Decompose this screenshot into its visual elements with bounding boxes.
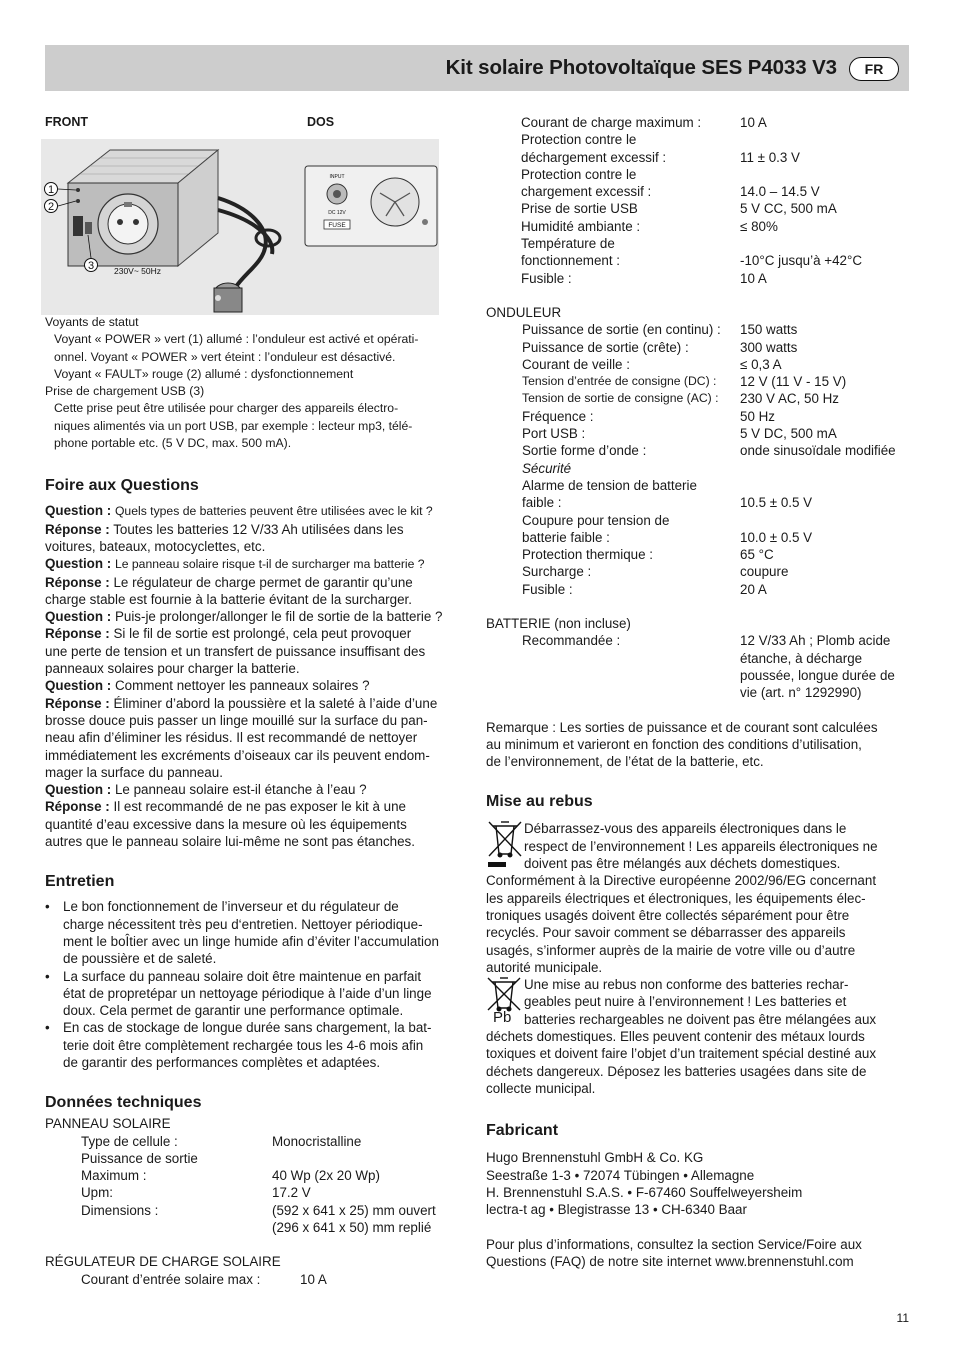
language-badge: FR xyxy=(849,57,899,81)
spec-value-line: vie (art. n° 1292990) xyxy=(740,685,862,701)
back-dc-label: DC 12V xyxy=(328,210,346,216)
question-label: Question : xyxy=(45,503,112,519)
list-item-text: doux. Cela permet de garantir une performance optimale. xyxy=(63,1003,404,1019)
page-number: 11 xyxy=(896,1311,909,1325)
regulateur-title: RÉGULATEUR DE CHARGE SOLAIRE xyxy=(45,1254,281,1270)
spec-key: Sortie forme d’onde : xyxy=(522,443,647,459)
list-item-text: de poussière et de saleté. xyxy=(63,951,217,967)
weee-rest-line: Conformément à la Directive européenne 2002/96/EG concernant xyxy=(486,873,877,889)
weee-line: Débarrassez-vous des appareils électroniques dans le xyxy=(524,821,847,837)
spec-row xyxy=(81,1167,470,1184)
answer-label: Réponse : xyxy=(45,695,110,711)
spec-value: 14.0 – 14.5 V xyxy=(740,184,820,200)
battery-line: Une mise au rebus non conforme des batteries rechar- xyxy=(524,977,849,993)
inverter-front-illustration xyxy=(40,138,440,316)
spec-row xyxy=(81,1219,470,1236)
answer-text: Éliminer d’abord la poussière et la saleté à l’aide d’une xyxy=(113,695,438,711)
spec-row xyxy=(522,356,911,373)
spec-row xyxy=(522,408,911,425)
spec-key: Type de cellule : xyxy=(81,1133,178,1149)
list-item xyxy=(45,968,470,1020)
page-title: Kit solaire Photovoltaïque SES P4033 V3 xyxy=(445,56,837,79)
spec-row xyxy=(522,563,911,580)
spec-key: Port USB : xyxy=(522,426,586,442)
donnees-heading: Données techniques xyxy=(45,1094,202,1112)
spec-value: 10 A xyxy=(300,1271,327,1287)
answer-text: Si le fil de sortie est prolongé, cela peut provoquer xyxy=(113,626,412,642)
question-text: Le panneau solaire est-il étanche à l’eau ? xyxy=(114,782,367,798)
question-label: Question : xyxy=(45,609,112,625)
spec-value: 10 A xyxy=(740,115,767,130)
spec-key: Fusible : xyxy=(521,270,572,286)
panneau-specs xyxy=(45,1133,470,1237)
spec-key: déchargement excessif : xyxy=(521,149,667,165)
spec-row xyxy=(521,166,911,183)
spec-value xyxy=(740,477,911,494)
weee-rest-line: recyclés. Pour savoir comment se débarrasser des appareils xyxy=(486,925,846,941)
list-item-text: En cas de stockage de longue durée sans chargement, la bat- xyxy=(63,1020,432,1036)
spec-value: 230 V AC, 50 Hz xyxy=(740,391,839,407)
spec-key xyxy=(81,1219,272,1236)
spec-value: (592 x 641 x 25) mm ouvert xyxy=(272,1202,436,1218)
spec-value: 17.2 V xyxy=(272,1185,311,1201)
spec-value: (296 x 641 x 50) mm replié xyxy=(272,1220,432,1236)
right-column xyxy=(486,114,911,1270)
status-lines xyxy=(45,331,470,383)
fabricant-line: Seestraße 1-3 • 72074 Tübingen • Allemagne xyxy=(486,1167,755,1183)
panneau-title: PANNEAU SOLAIRE xyxy=(45,1116,171,1132)
battery-rest-line: déchets dangereux. Déposez les batteries usagées dans site de xyxy=(486,1063,867,1079)
battery-rest-line: déchets domestiques. Elles peuvent contenir des métaux lourds xyxy=(486,1029,865,1045)
spec-row xyxy=(522,581,911,598)
battery-rest-line: collecte municipal. xyxy=(486,1081,596,1097)
rebus-heading: Mise au rebus xyxy=(486,793,593,811)
spec-row xyxy=(522,512,911,529)
spec-row xyxy=(522,546,911,563)
entretien-heading: Entretien xyxy=(45,873,115,891)
spec-value xyxy=(740,235,911,252)
onduleur-title: ONDULEUR xyxy=(486,304,562,320)
answer-text: panneaux solaires pour charger la batterie. xyxy=(45,661,300,677)
weee-line: respect de l’environnement ! Les appareils électroniques ne xyxy=(524,838,878,854)
faq-item xyxy=(45,502,470,555)
spec-value: 300 watts xyxy=(740,339,798,355)
spec-value xyxy=(740,632,911,701)
answer-text: Toutes les batteries 12 V/33 Ah utilisées dans les xyxy=(113,521,404,537)
question-label: Question : xyxy=(45,556,112,572)
spec-key: Upm: xyxy=(81,1185,113,1201)
fabricant-line: lectra-t ag • Blegistrasse 13 • CH-6340 Baar xyxy=(486,1202,747,1218)
faq-list xyxy=(45,502,470,850)
spec-key: Dimensions : xyxy=(81,1202,159,1218)
answer-label: Réponse : xyxy=(45,574,110,590)
answer-text: Il est recommandé de ne pas exposer le kit à une xyxy=(113,799,406,815)
remarque-line: de l’environnement, de l’état de la batterie, etc. xyxy=(486,754,764,770)
info-line: Pour plus d’informations, consultez la section Service/Foire aux xyxy=(486,1236,862,1252)
question-text: Puis-je prolonger/allonger le fil de sortie de la batterie ? xyxy=(114,609,443,625)
usb-line: niques alimentés via un port USB, par exemple : lecteur mp3, télé- xyxy=(54,418,413,433)
spec-row xyxy=(522,477,911,494)
spec-value: 5 V CC, 500 mA xyxy=(740,201,837,217)
spec-value-line: étanche, à décharge xyxy=(740,650,863,666)
battery-disposal-block xyxy=(486,976,911,1028)
spec-key: Courant de charge maximum : xyxy=(521,115,702,130)
spec-row xyxy=(522,373,911,390)
list-item-text: La surface du panneau solaire doit être maintenue en parfait xyxy=(63,968,422,984)
spec-value: 10 A xyxy=(740,270,767,286)
spec-row xyxy=(81,1271,470,1288)
answer-text: voitures, bateaux, motocyclettes, etc. xyxy=(45,538,266,554)
spec-key: Courant d’entrée solaire max : xyxy=(81,1271,261,1287)
question-text: Le panneau solaire risque t-il de surcharger ma batterie ? xyxy=(114,557,425,572)
spec-value xyxy=(740,131,911,148)
list-item xyxy=(45,1019,470,1071)
spec-value: -10°C jusqu’à +42°C xyxy=(740,253,862,269)
bullet-mark: • xyxy=(45,968,50,984)
answer-label: Réponse : xyxy=(45,799,110,815)
front-voltage-label: 230V~ 50Hz xyxy=(114,266,162,276)
fabricant-line: H. Brennenstuhl S.A.S. • F-67460 Souffelweyersheim xyxy=(486,1184,803,1200)
battery-bin-icon xyxy=(486,976,524,1028)
spec-value: 65 °C xyxy=(740,547,774,563)
spec-value: 10.5 ± 0.5 V xyxy=(740,495,813,511)
weee-line: doivent pas être mélangés aux déchets domestiques. xyxy=(524,855,841,871)
spec-row xyxy=(521,252,911,269)
spec-key: Puissance de sortie (crête) : xyxy=(522,339,689,355)
securite-label: Sécurité xyxy=(522,460,572,476)
spec-key: chargement excessif : xyxy=(521,184,652,200)
spec-row xyxy=(522,390,911,407)
answer-text: mager la surface du panneau. xyxy=(45,764,223,780)
list-item-text: ment le boÎtier avec un linge humide afin d’éviter l’accumulation xyxy=(63,933,439,949)
spec-value: 20 A xyxy=(740,581,767,597)
spec-key: Alarme de tension de batterie xyxy=(522,477,697,493)
spec-key: Fréquence : xyxy=(522,408,594,424)
faq-item xyxy=(45,781,470,850)
weee-rest-line: troniques usagés doivent être collectés séparément pour être xyxy=(486,907,850,923)
status-line: Voyant « POWER » vert (1) allumé : l’onduleur est activé et opérati- xyxy=(54,332,419,347)
spec-key: batterie faible : xyxy=(522,529,610,545)
remarque-line: Remarque : Les sorties de puissance et de courant sont calculées xyxy=(486,719,878,735)
back-label: DOS xyxy=(307,115,335,129)
spec-row xyxy=(81,1150,470,1167)
weee-rest-line: usagés, s’informer auprès de la mairie de votre ville ou d’autre xyxy=(486,942,856,958)
list-item-text: terie doit être complètement rechargée tous les 4-6 mois afin xyxy=(63,1037,424,1053)
spec-row xyxy=(522,494,911,511)
question-text: Comment nettoyer les panneaux solaires ? xyxy=(114,678,370,694)
spec-value: coupure xyxy=(740,564,789,580)
spec-key: Puissance de sortie xyxy=(81,1150,198,1166)
battery-line: geables peut nuire à l’environnement ! Les batteries et xyxy=(524,994,847,1010)
spec-key: fonctionnement : xyxy=(521,253,621,269)
spec-key: Puissance de sortie (en continu) : xyxy=(522,322,721,338)
spec-row xyxy=(521,131,911,148)
answer-text: charge stable est fournie à la batterie évitant de la surcharger. xyxy=(45,591,412,607)
remarque xyxy=(486,719,911,771)
callout-3: 3 xyxy=(87,260,95,272)
faq-item xyxy=(45,677,470,781)
spec-row xyxy=(522,425,911,442)
faq-item xyxy=(45,555,470,608)
list-item-text: de garantir des performances complètes et adaptées. xyxy=(63,1054,381,1070)
weee-block xyxy=(486,820,911,872)
answer-text: une perte de tension et un transfert de puissance insuffisant des xyxy=(45,643,426,659)
bullet-mark: • xyxy=(45,899,50,915)
spec-value-line: 12 V/33 Ah ; Plomb acide xyxy=(740,633,891,649)
weee-bin-icon xyxy=(486,820,524,872)
fabricant-line: Hugo Brennenstuhl GmbH & Co. KG xyxy=(486,1150,704,1166)
spec-row xyxy=(522,321,911,338)
front-label: FRONT xyxy=(45,115,89,129)
spec-key: Maximum : xyxy=(81,1168,147,1184)
callout-2: 2 xyxy=(47,201,55,213)
list-item-text: Le bon fonctionnement de l’inverseur et du régulateur de xyxy=(63,899,399,915)
spec-row xyxy=(521,149,911,166)
answer-text: immédiatement les excréments d’oiseaux car ils peuvent endom- xyxy=(45,747,430,763)
spec-value xyxy=(272,1150,470,1167)
spec-key: Tension d’entrée de consigne (DC) : xyxy=(522,374,717,389)
back-fuse-label: FUSE xyxy=(328,222,346,229)
spec-row xyxy=(521,183,911,200)
spec-key: Surcharge : xyxy=(522,564,592,580)
answer-text: Le régulateur de charge permet de garantir qu’une xyxy=(113,574,413,590)
spec-key: Protection contre le xyxy=(521,132,637,148)
spec-row xyxy=(521,235,911,252)
spec-value xyxy=(740,512,911,529)
spec-row xyxy=(521,200,911,217)
pb-label: Pb xyxy=(493,1009,512,1027)
status-title: Voyants de statut xyxy=(45,315,139,329)
spec-value-line: poussée, longue durée de xyxy=(740,667,895,683)
answer-label: Réponse : xyxy=(45,626,110,642)
spec-row xyxy=(521,270,911,287)
answer-label: Réponse : xyxy=(45,521,110,537)
fabricant-heading: Fabricant xyxy=(486,1122,559,1140)
answer-text: autres que le panneau solaire lui-même ne sont pas étanches. xyxy=(45,834,415,850)
spec-row xyxy=(522,632,911,701)
spec-value: 11 ± 0.3 V xyxy=(740,149,800,165)
entretien-list xyxy=(45,898,470,1071)
spec-value: 150 watts xyxy=(740,322,798,338)
spec-value: 40 Wp (2x 20 Wp) xyxy=(272,1168,380,1184)
regulateur-specs xyxy=(45,1271,470,1288)
list-item-text: charge nécessitent très peu d‘entretien. Nettoyer périodique- xyxy=(63,916,423,932)
usb-line: phone portable etc. (5 V DC, max. 500 mA). xyxy=(54,436,292,451)
list-item-text: état de propretépar un nettoyage périodique à l’aide d’un linge xyxy=(63,985,432,1001)
spec-value: 10.0 ± 0.5 V xyxy=(740,529,813,545)
answer-text: brosse douce puis passer un linge mouillé sur la surface du pan- xyxy=(45,712,428,728)
remarque-line: au minimum et varieront en fonction des conditions d’utilisation, xyxy=(486,736,862,752)
spec-key: Tension de sortie de consigne (AC) : xyxy=(522,391,719,406)
callout-1: 1 xyxy=(47,184,55,196)
battery-rest-line: toxiques et doivent faire l’objet d’un traitement spécial destiné aux xyxy=(486,1046,877,1062)
spec-key: Recommandée : xyxy=(522,633,621,649)
spec-value: ≤ 0,3 A xyxy=(740,356,782,372)
spec-key: Protection contre le xyxy=(521,166,637,182)
spec-value: Monocristalline xyxy=(272,1133,362,1149)
spec-value: onde sinusoïdale modifiée xyxy=(740,443,896,459)
answer-text: neau afin d’éliminer les résidus. Il est recommandé de nettoyer xyxy=(45,730,418,746)
spec-value xyxy=(740,166,911,183)
question-label: Question : xyxy=(45,678,112,694)
spec-row xyxy=(522,442,911,459)
spec-key: Humidité ambiante : xyxy=(521,218,641,234)
regulateur-specs-continued xyxy=(486,114,911,287)
weee-rest-line: autorité municipale. xyxy=(486,959,603,975)
usb-title: Prise de chargement USB (3) xyxy=(45,384,205,399)
faq-heading: Foire aux Questions xyxy=(45,477,199,495)
spec-row xyxy=(521,218,911,235)
spec-key: Coupure pour tension de xyxy=(522,512,670,528)
question-text: Quels types de batteries peuvent être utilisées avec le kit ? xyxy=(114,504,433,519)
spec-row xyxy=(81,1202,470,1219)
spec-value: ≤ 80% xyxy=(740,218,778,234)
spec-key: Prise de sortie USB xyxy=(521,201,638,217)
header-bar xyxy=(45,45,909,91)
spec-row xyxy=(81,1184,470,1201)
info-line: Questions (FAQ) de notre site internet www.brennenstuhl.com xyxy=(486,1253,854,1269)
list-item xyxy=(45,898,470,967)
weee-rest-line: les appareils électriques et électroniques, les équipements élec- xyxy=(486,890,866,906)
spec-key: faible : xyxy=(522,495,562,511)
spec-row xyxy=(521,114,911,131)
spec-key: Fusible : xyxy=(522,581,573,597)
spec-key: Courant de veille : xyxy=(522,356,630,372)
spec-row xyxy=(81,1133,470,1150)
bullet-mark: • xyxy=(45,1020,50,1036)
back-input-label: INPUT xyxy=(329,174,345,180)
answer-text: quantité d’eau excessive dans la mesure où les équipements xyxy=(45,816,407,832)
usb-lines xyxy=(45,400,470,452)
status-line: onnel. Voyant « POWER » vert éteint : l’onduleur est désactivé. xyxy=(54,349,396,364)
spec-key: Protection thermique : xyxy=(522,547,653,563)
spec-key: Température de xyxy=(521,236,615,252)
spec-value: 5 V DC, 500 mA xyxy=(740,426,837,442)
spec-row xyxy=(522,339,911,356)
battery-line: batteries rechargeables ne doivent pas être mélangées aux xyxy=(524,1011,877,1027)
question-label: Question : xyxy=(45,782,112,798)
batterie-specs xyxy=(486,632,911,701)
batterie-title: BATTERIE (non incluse) xyxy=(486,616,631,632)
left-column xyxy=(45,314,470,1288)
spec-value: 50 Hz xyxy=(740,408,775,424)
status-line: Voyant « FAULT» rouge (2) allumé : dysfonctionnement xyxy=(54,366,354,381)
onduleur-specs xyxy=(486,321,911,598)
spec-value: 12 V (11 V - 15 V) xyxy=(740,374,847,390)
usb-line: Cette prise peut être utilisée pour charger des appareils électro- xyxy=(54,401,399,416)
faq-item xyxy=(45,608,470,677)
spec-row xyxy=(522,529,911,546)
